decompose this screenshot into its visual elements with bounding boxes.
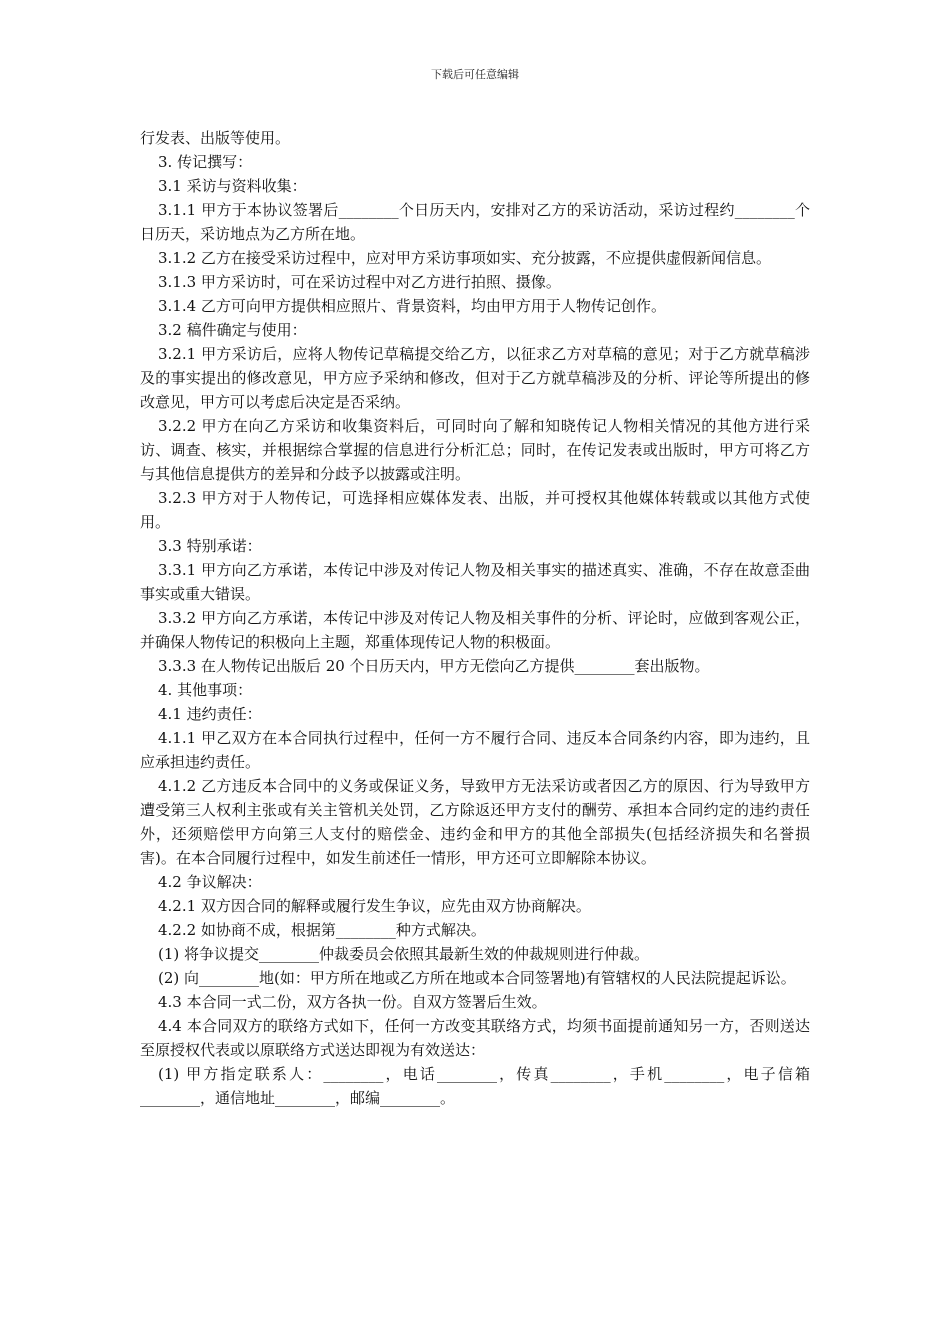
paragraph: 4.2.2 如协商不成，根据第________种方式解决。 <box>158 921 486 939</box>
paragraph: 3.1 采访与资料收集： <box>158 177 307 195</box>
paragraph: 3.1.4 乙方可向甲方提供相应照片、背景资料，均由甲方用于人物传记创作。 <box>158 297 666 315</box>
paragraph: 4.1.2 乙方违反本合同中的义务或保证义务，导致甲方无法采访或者因乙方的原因、行为导致甲方遭受第三人权利主张或有关主管机关处罚，乙方除返还甲方支付的酬劳、承担本合同约定的违约责任外，还须赔偿甲方向第三人支付的赔偿金、违约金和甲方的其他全部损失(包括经济损失和名誉损害)。在本合同履行过程中，如发生前述任一情形，甲方还可立即解除本协议。 <box>140 777 810 867</box>
paragraph: 4.2 争议解决： <box>158 873 262 891</box>
paragraph: 3.2.3 甲方对于人物传记，可选择相应媒体发表、出版，并可授权其他媒体转载或以其他方式使用。 <box>140 489 810 531</box>
paragraph: (1) 甲方指定联系人：________，电话________，传真________，手机________，电子信箱________，通信地址________，邮编________。 <box>140 1065 810 1107</box>
paragraph: 行发表、出版等使用。 <box>140 129 291 147</box>
paragraph: 4. 其他事项： <box>158 681 253 699</box>
document-body <box>140 126 810 1110</box>
page-header: 下载后可任意编辑 <box>431 68 519 81</box>
paragraph: 4.3 本合同一式二份，双方各执一份。自双方签署后生效。 <box>158 993 547 1011</box>
paragraph: 4.1.1 甲乙双方在本合同执行过程中，任何一方不履行合同、违反本合同条约内容，即为违约，且应承担违约责任。 <box>140 729 810 771</box>
paragraph: 4.4 本合同双方的联络方式如下，任何一方改变其联络方式，均须书面提前通知另一方，否则送达至原授权代表或以原联络方式送达即视为有效送达： <box>140 1017 810 1059</box>
paragraph: 3.2.2 甲方在向乙方采访和收集资料后，可同时向了解和知晓传记人物相关情况的其他方进行采访、调查、核实，并根据综合掌握的信息进行分析汇总；同时，在传记发表或出版时，甲方可将乙方与其他信息提供方的差异和分歧予以披露或注明。 <box>140 417 810 483</box>
paragraph: 3.3.2 甲方向乙方承诺，本传记中涉及对传记人物及相关事件的分析、评论时，应做到客观公正，并确保人物传记的积极向上主题，郑重体现传记人物的积极面。 <box>140 609 810 651</box>
paragraph: 3.2.1 甲方采访后，应将人物传记草稿提交给乙方，以征求乙方对草稿的意见；对于乙方就草稿涉及的事实提出的修改意见，甲方应予采纳和修改，但对于乙方就草稿涉及的分析、评论等所提出的修改意见，甲方可以考虑后决定是否采纳。 <box>140 345 810 411</box>
paragraph: 4.2.1 双方因合同的解释或履行发生争议，应先由双方协商解决。 <box>158 897 591 915</box>
paragraph: 3.3.1 甲方向乙方承诺，本传记中涉及对传记人物及相关事实的描述真实、准确，不存在故意歪曲事实或重大错误。 <box>140 561 810 603</box>
paragraph: 3.2 稿件确定与使用： <box>158 321 307 339</box>
paragraph: (1) 将争议提交________仲裁委员会依照其最新生效的仲裁规则进行仲裁。 <box>158 945 650 963</box>
paragraph: 3.1.2 乙方在接受采访过程中，应对甲方采访事项如实、充分披露，不应提供虚假新闻信息。 <box>158 249 771 267</box>
paragraph: 4.1 违约责任： <box>158 705 262 723</box>
paragraph: 3.3.3 在人物传记出版后 20 个日历天内，甲方无偿向乙方提供________套出版物。 <box>158 657 710 675</box>
paragraph: 3. 传记撰写： <box>158 153 253 171</box>
paragraph: 3.1.1 甲方于本协议签署后________个日历天内，安排对乙方的采访活动，采访过程约________个日历天，采访地点为乙方所在地。 <box>140 201 810 243</box>
paragraph: 3.3 特别承诺： <box>158 537 262 555</box>
paragraph: (2) 向________地(如：甲方所在地或乙方所在地或本合同签署地)有管辖权的人民法院提起诉讼。 <box>158 969 796 987</box>
paragraph: 3.1.3 甲方采访时，可在采访过程中对乙方进行拍照、摄像。 <box>158 273 561 291</box>
